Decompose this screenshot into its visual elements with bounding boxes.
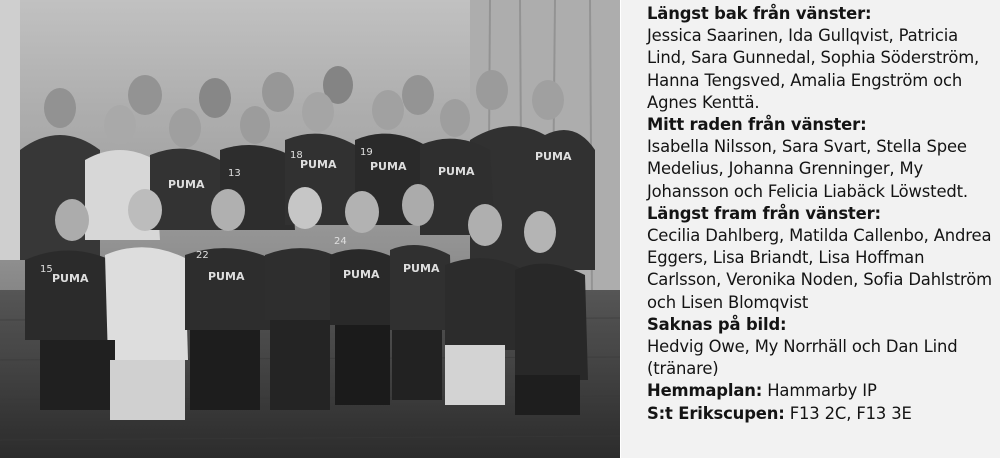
front-row-names: Cecilia Dahlberg, Matilda Callenbo, Andrea Eggers, Lisa Briandt, Lisa Hoffman Carlsson, Veronika Noden, Sofia Dahlström och Lisen Blomqvist	[647, 226, 992, 312]
jersey-print: PUMA	[370, 160, 407, 173]
missing-heading: Saknas på bild:	[647, 314, 787, 334]
front-row-heading: Längst fram från vänster:	[647, 203, 881, 223]
middle-row-names: Isabella Nilsson, Sara Svart, Stella Spee Medelius, Johanna Grenninger, My Johansson och Felicia Liabäck Löwstedt.	[647, 137, 968, 201]
home-ground-line	[647, 380, 1000, 402]
missing-names: Hedvig Owe, My Norrhäll och Dan Lind (tränare)	[647, 337, 958, 379]
back-row-names: Jessica Saarinen, Ida Gullqvist, Patricia Lind, Sara Gunnedal, Sophia Söderström, Hanna Tengsved, Amalia Engström och Agnes Kenttä.	[647, 26, 980, 112]
back-row-heading: Längst bak från vänster:	[647, 4, 872, 23]
jersey-number: 13	[228, 168, 241, 179]
jersey-number: 22	[196, 250, 209, 261]
home-ground-label: Hemmaplan:	[647, 381, 763, 401]
cup-line	[647, 403, 1000, 425]
middle-row-heading: Mitt raden från vänster:	[647, 115, 867, 135]
jersey-number: 15	[40, 264, 53, 275]
jersey-print: PUMA	[300, 158, 337, 171]
jersey-print: PUMA	[535, 150, 572, 163]
jersey-print: PUMA	[208, 270, 245, 283]
jersey-number: 24	[334, 236, 347, 247]
home-ground-value: Hammarby IP	[762, 381, 877, 401]
photo-caption	[621, 0, 1000, 458]
jersey-print: PUMA	[168, 178, 205, 191]
jersey-print: PUMA	[343, 268, 380, 281]
jersey-number: 18	[290, 150, 303, 161]
jersey-number: 19	[360, 147, 373, 158]
jersey-print: PUMA	[438, 165, 475, 178]
jersey-print: PUMA	[403, 262, 440, 275]
cup-label: S:t Erikscupen:	[647, 403, 785, 423]
cup-value: F13 2C, F13 3E	[784, 403, 912, 423]
jersey-print: PUMA	[52, 272, 89, 285]
